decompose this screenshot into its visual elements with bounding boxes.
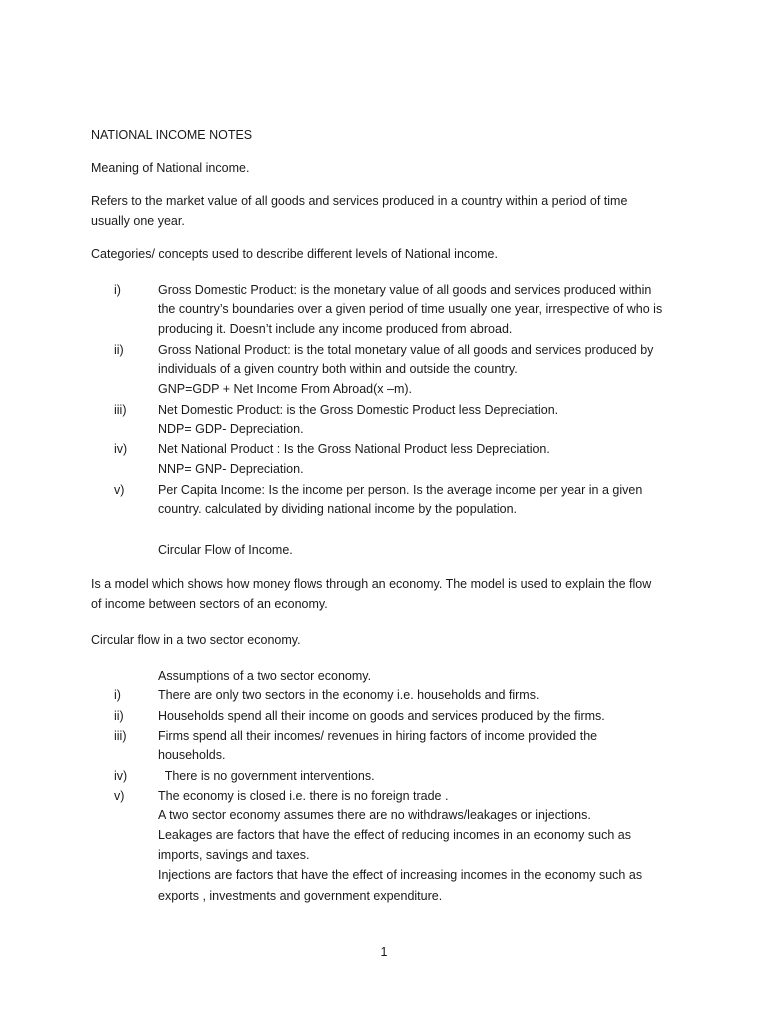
closing-line: A two sector economy assumes there are no withdraws/leakages or injections.	[158, 808, 591, 822]
assumptions-heading: Assumptions of a two sector economy.	[158, 669, 372, 683]
assumption-line: Firms spend all their incomes/ revenues in hiring factors of income provided the	[158, 729, 598, 743]
category-line: individuals of a given country both within and outside the country.	[158, 362, 518, 376]
assumption-line: Households spend all their income on goods and services produced by the firms.	[158, 709, 605, 723]
list-number: i)	[114, 688, 121, 702]
meaning-heading: Meaning of National income.	[91, 161, 250, 175]
circular-flow-heading: Circular Flow of Income.	[158, 543, 293, 557]
list-number: ii)	[114, 343, 124, 357]
list-number: ii)	[114, 709, 124, 723]
assumption-line: The economy is closed i.e. there is no foreign trade .	[158, 789, 449, 803]
category-line: producing it. Doesn’t include any income produced from abroad.	[158, 322, 513, 336]
category-line: Gross Domestic Product: is the monetary value of all goods and services produced within	[158, 283, 652, 297]
list-number: iii)	[114, 729, 127, 743]
list-number: iv)	[114, 769, 128, 783]
list-number: v)	[114, 789, 125, 803]
meaning-text-line: Refers to the market value of all goods and services produced in a country within a period of time	[91, 194, 628, 208]
list-number: i)	[114, 283, 121, 297]
category-line: Net Domestic Product: is the Gross Domestic Product less Depreciation.	[158, 403, 559, 417]
category-line: NNP= GNP- Depreciation.	[158, 462, 304, 476]
closing-line: Leakages are factors that have the effect of reducing incomes in an economy such as	[158, 828, 631, 842]
categories-heading: Categories/ concepts used to describe different levels of National income.	[91, 247, 498, 261]
closing-line: imports, savings and taxes.	[158, 848, 310, 862]
document-title: NATIONAL INCOME NOTES	[91, 128, 253, 142]
assumption-line: There are only two sectors in the economy i.e. households and firms.	[158, 688, 540, 702]
category-line: Net National Product : Is the Gross National Product less Depreciation.	[158, 442, 550, 456]
circular-text-line: Is a model which shows how money flows through an economy. The model is used to explain the flow	[91, 577, 652, 591]
two-sector-heading: Circular flow in a two sector economy.	[91, 633, 301, 647]
closing-line: exports , investments and government expenditure.	[158, 889, 443, 903]
list-number: v)	[114, 483, 125, 497]
circular-text-line: of income between sectors of an economy.	[91, 597, 328, 611]
assumption-line: There is no government interventions.	[158, 769, 375, 783]
category-line: Per Capita Income: Is the income per person. Is the average income per year in a given	[158, 483, 643, 497]
list-number: iv)	[114, 442, 128, 456]
category-line: the country’s boundaries over a given period of time usually one year, irrespective of who is	[158, 302, 663, 316]
category-line: NDP= GDP- Depreciation.	[158, 422, 304, 436]
assumption-line: households.	[158, 748, 226, 762]
list-number: iii)	[114, 403, 127, 417]
category-line: Gross National Product: is the total monetary value of all goods and services produced by	[158, 343, 654, 357]
closing-line: Injections are factors that have the effect of increasing incomes in the economy such as	[158, 868, 643, 882]
page-number: 1	[380, 945, 388, 959]
meaning-text-line: usually one year.	[91, 214, 185, 228]
category-line: country. calculated by dividing national income by the population.	[158, 502, 518, 516]
category-line: GNP=GDP + Net Income From Abroad(x –m).	[158, 382, 413, 396]
